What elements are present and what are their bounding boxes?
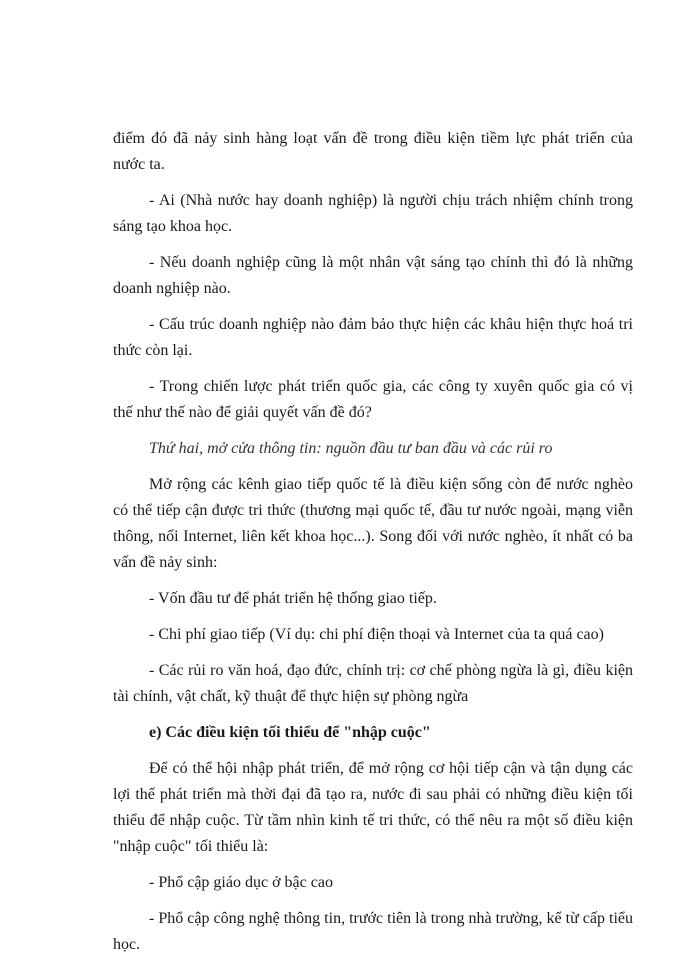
paragraph: Để có thể hội nhập phát triển, để mở rộng cơ hội tiếp cận và tận dụng các lợi thế phát triển mà thời đại đã tạo ra, nước đi sau phải có những điều kiện tối thiểu để nhập cuộc. Từ tầm nhìn kinh tế tri thức, có thể nêu ra một số điều kiện "nhập cuộc" tối thiểu là: <box>113 760 633 855</box>
list-item: - Vốn đầu tư để phát triển hệ thống giao tiếp. <box>149 590 437 607</box>
list-item: - Các rủi ro văn hoá, đạo đức, chính trị: cơ chế phòng ngừa là gì, điều kiện tài chính, vật chất, kỹ thuật để thực hiện sự phòng ngừa <box>113 662 633 705</box>
list-item: - Phổ cập giáo dục ở bậc cao <box>149 874 333 891</box>
paragraph: Mở rộng các kênh giao tiếp quốc tế là điều kiện sống còn để nước nghèo có thể tiếp cận được tri thức (thương mại quốc tế, đầu tư nước ngoài, mạng viễn thông, nối Internet, liên kết khoa học...). Song đối với nước nghèo, ít nhất có ba vấn đề nảy sinh: <box>113 476 633 571</box>
list-item: - Trong chiến lược phát triển quốc gia, các công ty xuyên quốc gia có vị thế như thế nào để giải quyết vấn đề đó? <box>113 378 633 421</box>
subheading: Thứ hai, mở cửa thông tin: nguồn đầu tư ban đầu và các rủi ro <box>149 440 553 457</box>
section-heading: e) Các điều kiện tối thiểu để "nhập cuộc" <box>149 724 431 741</box>
list-item: - Chi phí giao tiếp (Ví dụ: chi phí điện thoại và Internet của ta quá cao) <box>149 626 604 643</box>
list-item: - Cấu trúc doanh nghiệp nào đảm bảo thực hiện các khâu hiện thực hoá tri thức còn lại. <box>113 316 633 359</box>
paragraph: điểm đó đã nảy sinh hàng loạt vấn đề trong điều kiện tiềm lực phát triển của nước ta. <box>113 130 633 173</box>
list-item: - Phổ cập công nghệ thông tin, trước tiên là trong nhà trường, kể từ cấp tiểu học. <box>113 910 633 953</box>
list-item: - Nếu doanh nghiệp cũng là một nhân vật sáng tạo chính thì đó là những doanh nghiệp nào. <box>113 254 633 297</box>
document-body <box>113 126 633 968</box>
list-item: - Ai (Nhà nước hay doanh nghiệp) là người chịu trách nhiệm chính trong sáng tạo khoa học. <box>113 192 633 235</box>
